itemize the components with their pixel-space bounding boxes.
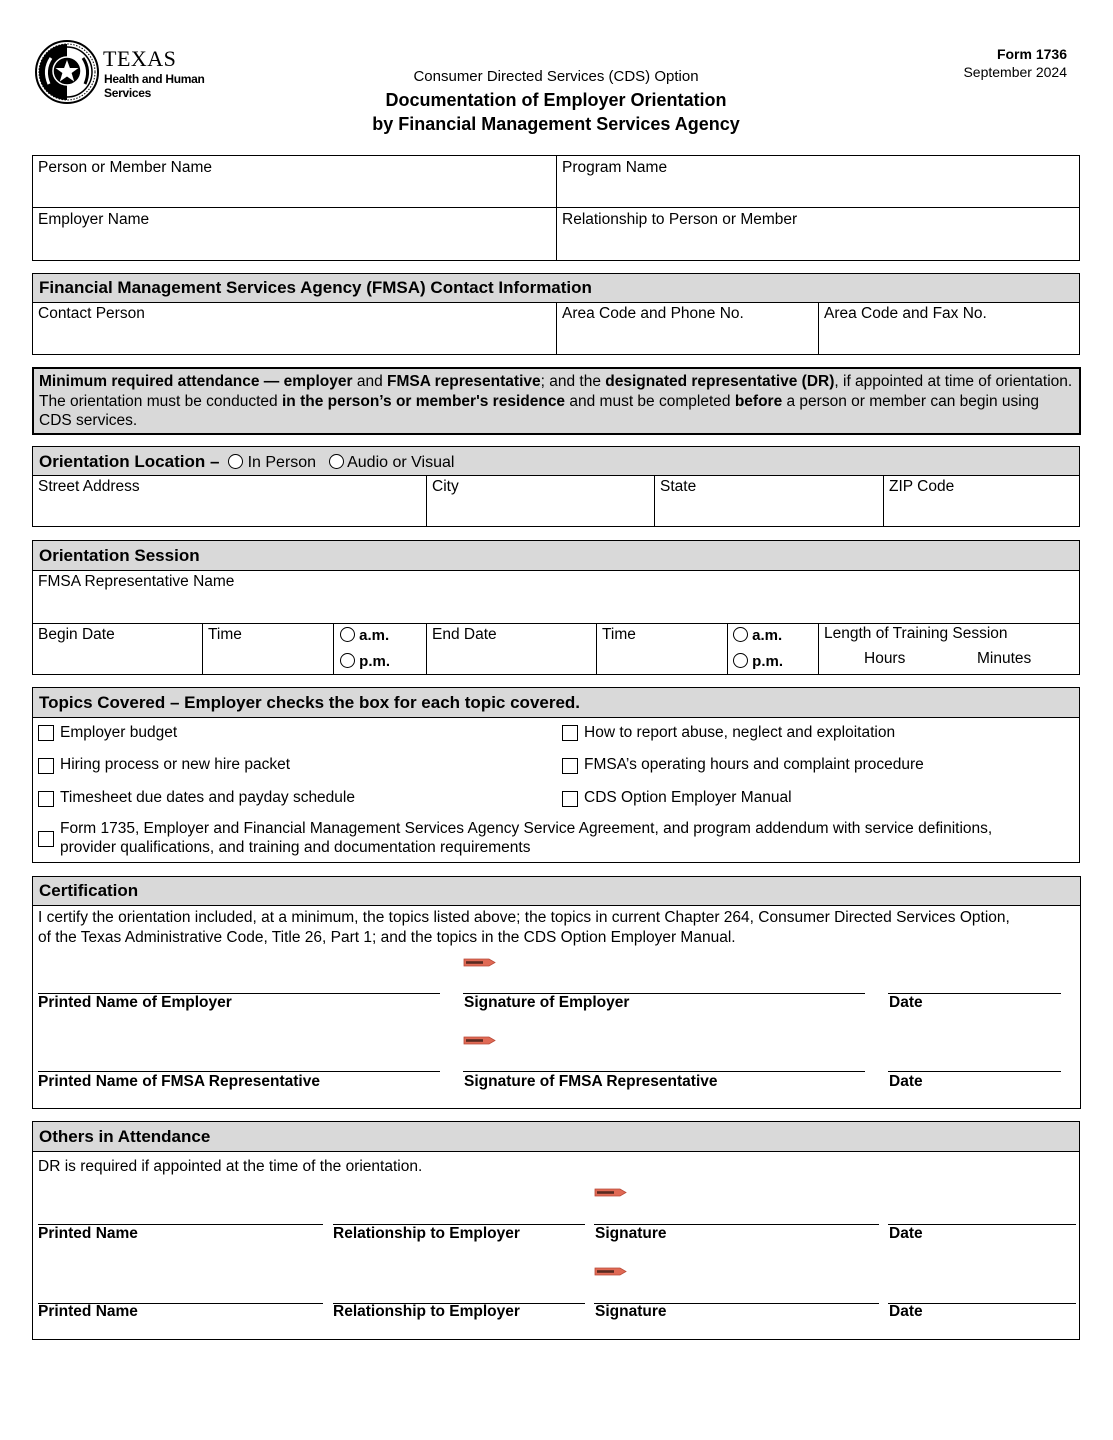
state-field[interactable] bbox=[654, 475, 884, 526]
am-label: a.m. bbox=[359, 627, 390, 644]
attendance-notice bbox=[32, 367, 1081, 435]
section-header bbox=[33, 1122, 1079, 1152]
pm-label: p.m. bbox=[752, 653, 784, 670]
field-label: Employer Name bbox=[38, 211, 150, 228]
audio-visual-label: Audio or Visual bbox=[347, 454, 455, 471]
topic-label: Hiring process or new hire packet bbox=[60, 756, 291, 773]
section-title: Orientation Session bbox=[39, 546, 200, 565]
street-address-field[interactable] bbox=[33, 475, 427, 526]
person-name-input[interactable] bbox=[37, 179, 553, 205]
attendee-signature-label: Signature bbox=[595, 1225, 667, 1242]
field-label: Length of Training Session bbox=[824, 625, 1008, 642]
relationship-field[interactable] bbox=[556, 208, 1079, 260]
form-title bbox=[300, 88, 812, 136]
form-title-line-2: by Financial Management Services Agency bbox=[372, 114, 740, 134]
topic-checkbox-form-1735[interactable] bbox=[38, 831, 54, 847]
attendee-signature-label: Signature bbox=[595, 1303, 667, 1320]
field-label: Relationship to Person or Member bbox=[562, 211, 798, 228]
form-title-line-1: Documentation of Employer Orientation bbox=[385, 90, 727, 110]
fmsa-signature-label: Signature of FMSA Representative bbox=[464, 1073, 718, 1090]
topic-checkbox-timesheet[interactable] bbox=[38, 791, 54, 807]
relationship-input[interactable] bbox=[561, 231, 1075, 257]
begin-time-field[interactable] bbox=[202, 623, 334, 674]
orientation-location-section bbox=[32, 446, 1080, 527]
form-subtitle: Consumer Directed Services (CDS) Option bbox=[413, 68, 699, 85]
state-input[interactable] bbox=[659, 497, 880, 523]
minutes-label: Minutes bbox=[977, 650, 1032, 667]
in-person-radio[interactable] bbox=[228, 454, 243, 469]
topics-covered-section bbox=[32, 687, 1080, 863]
topic-label: Form 1735, Employer and Financial Management Services Agency Service Agreement, and program addendum with service definitions, provider qualifications, and training and documentation requirements bbox=[60, 820, 993, 856]
orientation-session-section bbox=[32, 540, 1080, 675]
logo-line-1: Health and Human bbox=[104, 72, 205, 86]
attendee-relationship-label: Relationship to Employer bbox=[333, 1303, 520, 1320]
topic-label: FMSA’s operating hours and complaint procedure bbox=[584, 756, 924, 773]
end-am-radio[interactable] bbox=[733, 627, 748, 642]
program-name-input[interactable] bbox=[561, 179, 1075, 205]
begin-ampm-group bbox=[333, 623, 427, 674]
street-address-input[interactable] bbox=[37, 497, 423, 523]
logo-wordmark: TEXAS bbox=[103, 46, 177, 71]
person-name-field[interactable] bbox=[33, 156, 557, 208]
fmsa-printed-name-label: Printed Name of FMSA Representative bbox=[38, 1073, 320, 1090]
topic-checkbox-employer-budget[interactable] bbox=[38, 725, 54, 741]
notice-text: Minimum required attendance — employer and FMSA representative; and the designated representative (DR), if appointed at time of orientation. The orientation must be conducted in the person’s or member's residence and must be completed before a person or member can begin using CDS services. bbox=[39, 373, 1073, 429]
zip-input[interactable] bbox=[888, 497, 1075, 523]
form-date: September 2024 bbox=[963, 64, 1067, 80]
topic-checkbox-operating-hours[interactable] bbox=[562, 758, 578, 774]
end-pm-radio[interactable] bbox=[733, 653, 748, 668]
begin-date-field[interactable] bbox=[33, 623, 203, 674]
topic-checkbox-hiring-process[interactable] bbox=[38, 758, 54, 774]
fmsa-rep-name-input[interactable] bbox=[37, 594, 1075, 620]
topic-label: Employer budget bbox=[60, 724, 178, 741]
field-label: Area Code and Fax No. bbox=[824, 305, 987, 322]
fmsa-rep-name-field[interactable] bbox=[33, 570, 1079, 623]
zip-field[interactable] bbox=[883, 475, 1079, 526]
section-header bbox=[33, 877, 1080, 906]
dr-note: DR is required if appointed at the time of the orientation. bbox=[38, 1158, 423, 1175]
employer-date-label: Date bbox=[889, 994, 923, 1011]
contact-person-input[interactable] bbox=[37, 325, 553, 351]
field-label: Begin Date bbox=[38, 626, 115, 643]
certification-section bbox=[32, 876, 1081, 1109]
field-label: City bbox=[432, 478, 459, 495]
attendee-date-label: Date bbox=[889, 1225, 923, 1242]
pm-label: p.m. bbox=[359, 653, 391, 670]
length-of-session-field[interactable] bbox=[818, 623, 1079, 674]
form-number: Form 1736 bbox=[996, 46, 1067, 62]
employer-name-field[interactable] bbox=[33, 208, 557, 260]
topic-label: How to report abuse, neglect and exploitation bbox=[584, 724, 896, 741]
section-title: Others in Attendance bbox=[39, 1127, 211, 1146]
employer-name-input[interactable] bbox=[37, 231, 553, 257]
audio-visual-radio[interactable] bbox=[329, 454, 344, 469]
field-label: Person or Member Name bbox=[38, 159, 213, 176]
city-input[interactable] bbox=[431, 497, 651, 523]
field-label: State bbox=[660, 478, 697, 495]
attendee-name-label: Printed Name bbox=[38, 1303, 138, 1320]
texas-seal-star-icon bbox=[35, 40, 99, 104]
begin-pm-radio[interactable] bbox=[340, 653, 355, 668]
attendee-name-label: Printed Name bbox=[38, 1225, 138, 1242]
employer-signature-label: Signature of Employer bbox=[464, 994, 630, 1011]
phone-input[interactable] bbox=[561, 325, 815, 351]
field-label: FMSA Representative Name bbox=[38, 573, 235, 590]
attendee-date-label: Date bbox=[889, 1303, 923, 1320]
section-header bbox=[33, 688, 1079, 718]
begin-date-input[interactable] bbox=[37, 645, 199, 671]
sign-here-tag-icon[interactable] bbox=[594, 1188, 627, 1197]
begin-time-input[interactable] bbox=[207, 645, 330, 671]
hhs-logo bbox=[35, 40, 205, 106]
field-label: Program Name bbox=[562, 159, 668, 176]
field-label: Contact Person bbox=[38, 305, 145, 322]
section-title: Certification bbox=[39, 881, 139, 900]
hours-label: Hours bbox=[864, 650, 906, 667]
section-title: Topics Covered – Employer checks the box for each topic covered. bbox=[39, 693, 581, 712]
begin-am-radio[interactable] bbox=[340, 627, 355, 642]
field-label: End Date bbox=[432, 626, 497, 643]
section-header bbox=[33, 274, 1079, 303]
topic-checkbox-employer-manual[interactable] bbox=[562, 791, 578, 807]
topic-label: CDS Option Employer Manual bbox=[584, 789, 792, 806]
end-date-field[interactable] bbox=[426, 623, 597, 674]
phone-field[interactable] bbox=[556, 302, 819, 354]
contact-person-field[interactable] bbox=[33, 302, 557, 354]
city-field[interactable] bbox=[426, 475, 655, 526]
employer-printed-name-label: Printed Name of Employer bbox=[38, 994, 232, 1011]
sign-here-tag-icon[interactable] bbox=[463, 958, 496, 967]
field-label: Time bbox=[602, 626, 636, 643]
section-header bbox=[33, 447, 1079, 476]
field-label: Street Address bbox=[38, 478, 140, 495]
sign-here-tag-icon[interactable] bbox=[594, 1267, 627, 1276]
program-name-field[interactable] bbox=[556, 156, 1079, 208]
am-label: a.m. bbox=[752, 627, 783, 644]
in-person-label: In Person bbox=[247, 454, 317, 471]
topic-checkbox-report-abuse[interactable] bbox=[562, 725, 578, 741]
section-title: Orientation Location – In Person Audio or Visual bbox=[39, 452, 455, 471]
section-title: Financial Management Services Agency (FMSA) Contact Information bbox=[39, 278, 592, 297]
end-time-input[interactable] bbox=[601, 645, 724, 671]
end-date-input[interactable] bbox=[431, 645, 593, 671]
end-ampm-group bbox=[727, 623, 819, 674]
others-in-attendance-section bbox=[32, 1121, 1080, 1340]
field-label: Time bbox=[208, 626, 242, 643]
fmsa-contact-section bbox=[32, 273, 1080, 355]
attendee-relationship-label: Relationship to Employer bbox=[333, 1225, 520, 1242]
fax-field[interactable] bbox=[818, 302, 1079, 354]
logo-line-2: Services bbox=[104, 86, 151, 100]
sign-here-tag-icon[interactable] bbox=[463, 1036, 496, 1045]
section-header bbox=[33, 541, 1079, 571]
fax-input[interactable] bbox=[823, 325, 1075, 351]
field-label: ZIP Code bbox=[889, 478, 955, 495]
person-info-section bbox=[32, 155, 1080, 261]
field-label: Area Code and Phone No. bbox=[562, 305, 744, 322]
end-time-field[interactable] bbox=[596, 623, 728, 674]
topic-label: Timesheet due dates and payday schedule bbox=[60, 789, 355, 806]
certification-statement: I certify the orientation included, at a minimum, the topics listed above; the topics in current Chapter 264, Consumer Directed Services Option, of the Texas Administrative Code, Title 26, Part 1; and the topics in the CDS Option Employer Manual. bbox=[38, 909, 1010, 946]
fmsa-date-label: Date bbox=[889, 1073, 923, 1090]
